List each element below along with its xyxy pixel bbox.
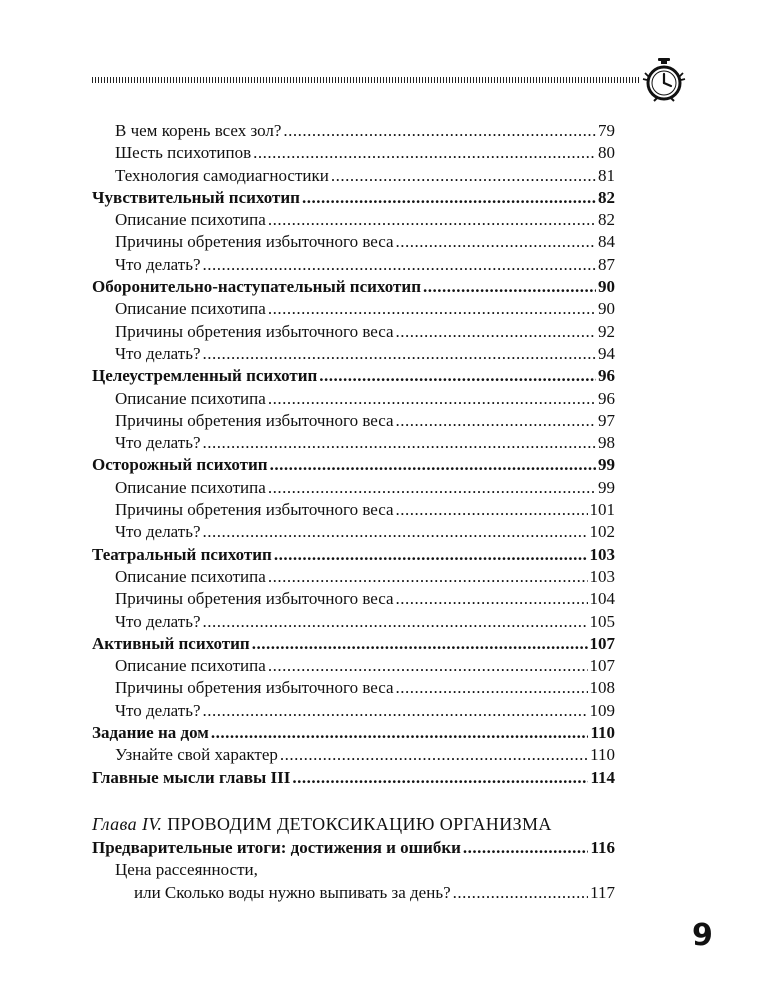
toc-entry[interactable]: Технология самодиагностики ..... 81 [92,165,615,187]
toc-entry[interactable]: Что делать? ..... 98 [92,432,615,454]
stopwatch-icon [640,57,688,105]
toc-section[interactable]: Оборонительно-наступательный психотип ..... 90 [92,276,615,298]
toc-section[interactable]: Осторожный психотип ..... 99 [92,454,615,476]
toc-entry[interactable]: Причины обретения избыточного веса ..... 92 [92,321,615,343]
toc-entry[interactable]: В чем корень всех зол? ..... 79 [92,120,615,142]
toc-section[interactable]: Предварительные итоги: достижения и ошибки ..... 116 [92,837,615,859]
toc-section[interactable]: Главные мысли главы III ..... 114 [92,767,615,789]
toc-entry[interactable]: Что делать? ..... 94 [92,343,615,365]
table-of-contents [92,120,615,904]
toc-entry[interactable]: Описание психотипа ..... 103 [92,566,615,588]
toc-entry[interactable]: Причины обретения избыточного веса ..... 101 [92,499,615,521]
header-dotted-rule [92,77,640,83]
toc-entry[interactable]: Описание психотипа ..... 82 [92,209,615,231]
toc-entry[interactable]: Причины обретения избыточного веса ..... 97 [92,410,615,432]
page-number: 9 [692,918,713,953]
toc-entry[interactable]: Цена рассеянности, [115,860,258,880]
toc-section[interactable]: Целеустремленный психотип ..... 96 [92,365,615,387]
toc-entry[interactable]: Причины обретения избыточного веса ..... 104 [92,588,615,610]
toc-entry[interactable]: Описание психотипа ..... 96 [92,388,615,410]
toc-entry[interactable]: Узнайте свой характер ..... 110 [92,744,615,766]
toc-entry[interactable]: Что делать? ..... 105 [92,611,615,633]
toc-section[interactable]: Задание на дом ..... 110 [92,722,615,744]
chapter-title: ПРОВОДИМ ДЕТОКСИКАЦИЮ ОРГАНИЗМА [167,813,552,834]
toc-entry[interactable]: Причины обретения избыточного веса ..... 108 [92,677,615,699]
chapter-heading [92,811,615,837]
toc-section[interactable]: Театральный психотип ..... 103 [92,544,615,566]
toc-entry[interactable]: Описание психотипа ..... 90 [92,298,615,320]
toc-entry[interactable]: Причины обретения избыточного веса ..... 84 [92,231,615,253]
toc-entry[interactable]: Шесть психотипов ..... 80 [92,142,615,164]
chapter-label: Глава IV. [92,813,163,834]
toc-entry[interactable]: Описание психотипа ..... 99 [92,477,615,499]
toc-entry[interactable]: Что делать? ..... 87 [92,254,615,276]
toc-entry[interactable]: Что делать? ..... 109 [92,700,615,722]
toc-entry[interactable]: Описание психотипа ..... 107 [92,655,615,677]
toc-section[interactable]: Чувствительный психотип ..... 82 [92,187,615,209]
toc-entry[interactable]: или Сколько воды нужно выпивать за день? ..... 117 [92,882,615,904]
toc-entry[interactable]: Что делать? ..... 102 [92,521,615,543]
toc-section[interactable]: Активный психотип ..... 107 [92,633,615,655]
